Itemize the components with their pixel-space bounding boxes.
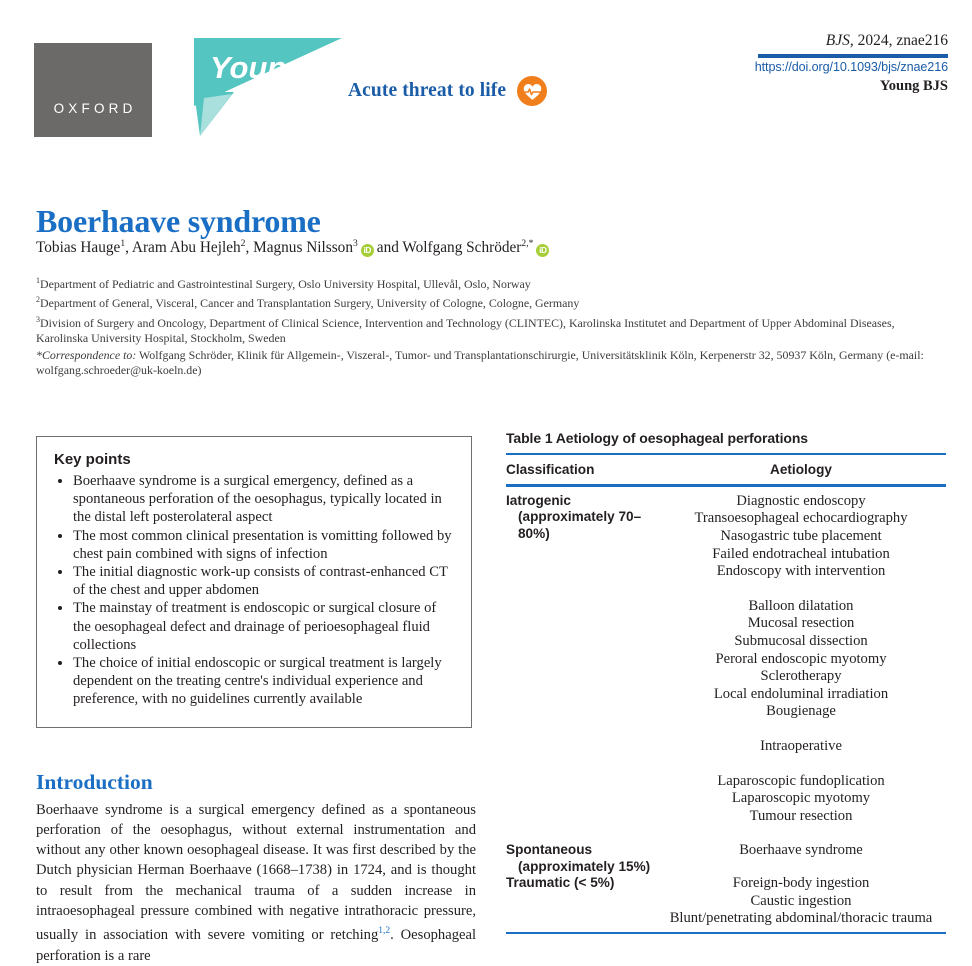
aetiology-item: Transoesophageal echocardiography <box>694 510 908 527</box>
row-classification <box>506 842 656 875</box>
classification-main: Spontaneous <box>506 842 593 858</box>
orcid-icon[interactable]: iD <box>361 244 374 257</box>
section-heading-introduction: Introduction <box>36 769 153 794</box>
affiliations <box>36 273 936 347</box>
aetiology-item: Tumour resection <box>749 807 853 824</box>
aetiology-group-gap <box>656 756 946 773</box>
table-row-gap <box>506 825 946 842</box>
aetiology-item: Endoscopy with intervention <box>716 563 886 580</box>
author-name: and Wolfgang Schröder$^{2,*}$ <box>376 238 534 257</box>
classification-main: Iatrogenic <box>506 492 571 508</box>
table-row <box>506 842 946 875</box>
affiliation-item: $^3$Division of Surgery and Oncology, Department of Clinical Science, Intervention and Technology (CLINTEC), Karolinska Institutet and Department of Upper Abdominal Diseases, Karolinska University Hospital, Stockholm, Sweden <box>36 314 895 346</box>
row-classification <box>506 875 656 891</box>
aetiology-item: Diagnostic endoscopy <box>736 492 866 509</box>
aetiology-group-gap <box>656 721 946 738</box>
key-points-list <box>54 472 455 709</box>
aetiology-item: Boerhaave syndrome <box>739 842 863 859</box>
svg-text:Young: Young <box>210 50 306 85</box>
aetiology-item: Failed endotracheal intubation <box>712 545 890 562</box>
citation-ref[interactable]: 1,2 <box>378 926 391 937</box>
key-points-heading: Key points <box>54 451 131 468</box>
aetiology-item: Local endoluminal irradiation <box>713 685 889 702</box>
row-aetiology <box>656 875 946 928</box>
oxford-logo-text: OXFORD <box>53 101 137 116</box>
correspondence-text: Wolfgang Schröder, Klinik für Allgemein-, Viszeral-, Tumor- und Transplantationschirurgie, Universitätsklinik Köln, Kerpenerstr 32, 50937 Köln, Germany (e-mail: wolfgang.schroeder@uk-koeln.de) <box>36 348 924 378</box>
aetiology-item: Laparoscopic myotomy <box>731 790 871 807</box>
aetiology-group-gap <box>656 581 946 598</box>
table-body <box>506 487 946 932</box>
intro-text-part1: Boerhaave syndrome is a surgical emergency defined as a spontaneous perforation of the oesophagus, without external instrumentation and without any other known oesophageal disease. It was first described by the Dutch physician Herman Boerhaave (1668–1738) in 1724, and is thought to result from the mechanical trauma of a sudden increase in intraoesophageal pressure combined with negative intrathoracic pressure, usually in association with severe vomiting or retching <box>36 801 476 944</box>
column-header-aetiology: Aetiology <box>770 462 832 478</box>
citation-reference <box>648 32 948 50</box>
table-1 <box>506 430 946 934</box>
affiliation-text: Department of General, Visceral, Cancer and Transplantation Surgery, University of Cologne, Cologne, Germany <box>40 296 580 311</box>
affiliation-item: $^1$Department of Pediatric and Gastrointestinal Surgery, Oslo University Hospital, Ullevål, Oslo, Norway <box>36 276 531 291</box>
article-title: Boerhaave syndrome <box>36 203 321 240</box>
citation-rule <box>758 54 948 58</box>
oxford-logo <box>34 43 152 137</box>
table-row <box>506 493 946 826</box>
list-item: • Boerhaave syndrome is a surgical emergency, defined as a spontaneous perforation of the oesophagus, typically located in the distal left posterolateral aspect <box>73 472 455 527</box>
author-name: Tobias Hauge$^1$, Aram Abu Hejleh$^2$, Magnus Nilsson$^3$ <box>36 238 358 257</box>
journal-abbrev: BJS <box>825 32 850 49</box>
acute-threat-banner <box>348 76 547 106</box>
classification-sub: (approximately 15%) <box>518 858 651 874</box>
classification-sub: (approximately 70–80%) <box>518 509 642 541</box>
list-item: • The initial diagnostic work-up consists of contrast-enhanced CT of the chest and upper abdomen <box>73 563 455 599</box>
row-classification <box>506 493 656 542</box>
row-aetiology <box>656 842 946 860</box>
young-bjs-logo <box>182 32 350 140</box>
citation-block <box>648 32 948 95</box>
aetiology-item: Submucosal dissection <box>734 632 868 649</box>
page-header <box>0 0 972 150</box>
intro-text-part2: . Oesophageal perforation is a rare <box>36 927 477 964</box>
svg-text:BJS: BJS <box>238 81 283 108</box>
introduction-paragraph <box>36 800 476 966</box>
aetiology-item: Caustic ingestion <box>750 892 852 909</box>
affiliation-text: Division of Surgery and Oncology, Department of Clinical Science, Intervention and Technology (CLINTEC), Karolinska Institutet and Department of Upper Abdominal Diseases, Karolinska University Hospital, Stockholm, Sweden <box>36 315 895 346</box>
aetiology-item: Balloon dilatation <box>748 597 854 614</box>
orcid-icon[interactable]: iD <box>536 244 549 257</box>
aetiology-item: Mucosal resection <box>747 615 855 632</box>
classification-main: Traumatic (< 5%) <box>506 875 615 891</box>
correspondence-label: *Correspondence to: <box>36 348 137 362</box>
list-item: • The mainstay of treatment is endoscopic or surgical closure of the oesophageal defect and drainage of perioesophageal fluid collections <box>73 599 455 654</box>
aetiology-item: Laparoscopic fundoplication <box>717 772 885 789</box>
doi-link[interactable]: https://doi.org/10.1093/bjs/znae216 <box>754 60 948 74</box>
aetiology-item: Peroral endoscopic myotomy <box>715 650 887 667</box>
author-list <box>36 238 552 257</box>
affiliation-text: Department of Pediatric and Gastrointestinal Surgery, Oslo University Hospital, Ullevål, Oslo, Norway <box>40 276 531 291</box>
correspondence <box>36 348 936 379</box>
citation-rest: , 2024, znae216 <box>849 32 948 49</box>
acute-threat-label: Acute threat to life <box>348 80 507 101</box>
aetiology-item: Foreign-body ingestion <box>732 875 870 892</box>
list-item: • The choice of initial endoscopic or surgical treatment is largely dependent on the treating centre's individual experience and preference, with no guidelines currently available <box>73 654 455 709</box>
table-caption: Table 1 Aetiology of oesophageal perforations <box>506 430 808 446</box>
list-item: • The most common clinical presentation is vomitting followed by chest pain combined with signs of infection <box>73 527 455 563</box>
heart-pulse-icon <box>517 76 547 106</box>
key-points-box <box>36 436 472 728</box>
column-header-classification: Classification <box>506 462 595 478</box>
aetiology-item: Nasogastric tube placement <box>720 527 882 544</box>
table-row <box>506 875 946 928</box>
row-aetiology <box>656 493 946 826</box>
table-header-row <box>506 455 946 484</box>
aetiology-item: Sclerotherapy <box>760 668 842 685</box>
table-rule-bottom <box>506 932 946 934</box>
aetiology-item: Blunt/penetrating abdominal/thoracic trauma <box>669 910 933 927</box>
affiliation-item: $^2$Department of General, Visceral, Cancer and Transplantation Surgery, University of Cologne, Cologne, Germany <box>36 295 580 311</box>
aetiology-subheading: Intraoperative <box>760 737 842 754</box>
aetiology-item: Bougienage <box>766 703 836 720</box>
journal-section-label: Young BJS <box>879 78 948 94</box>
